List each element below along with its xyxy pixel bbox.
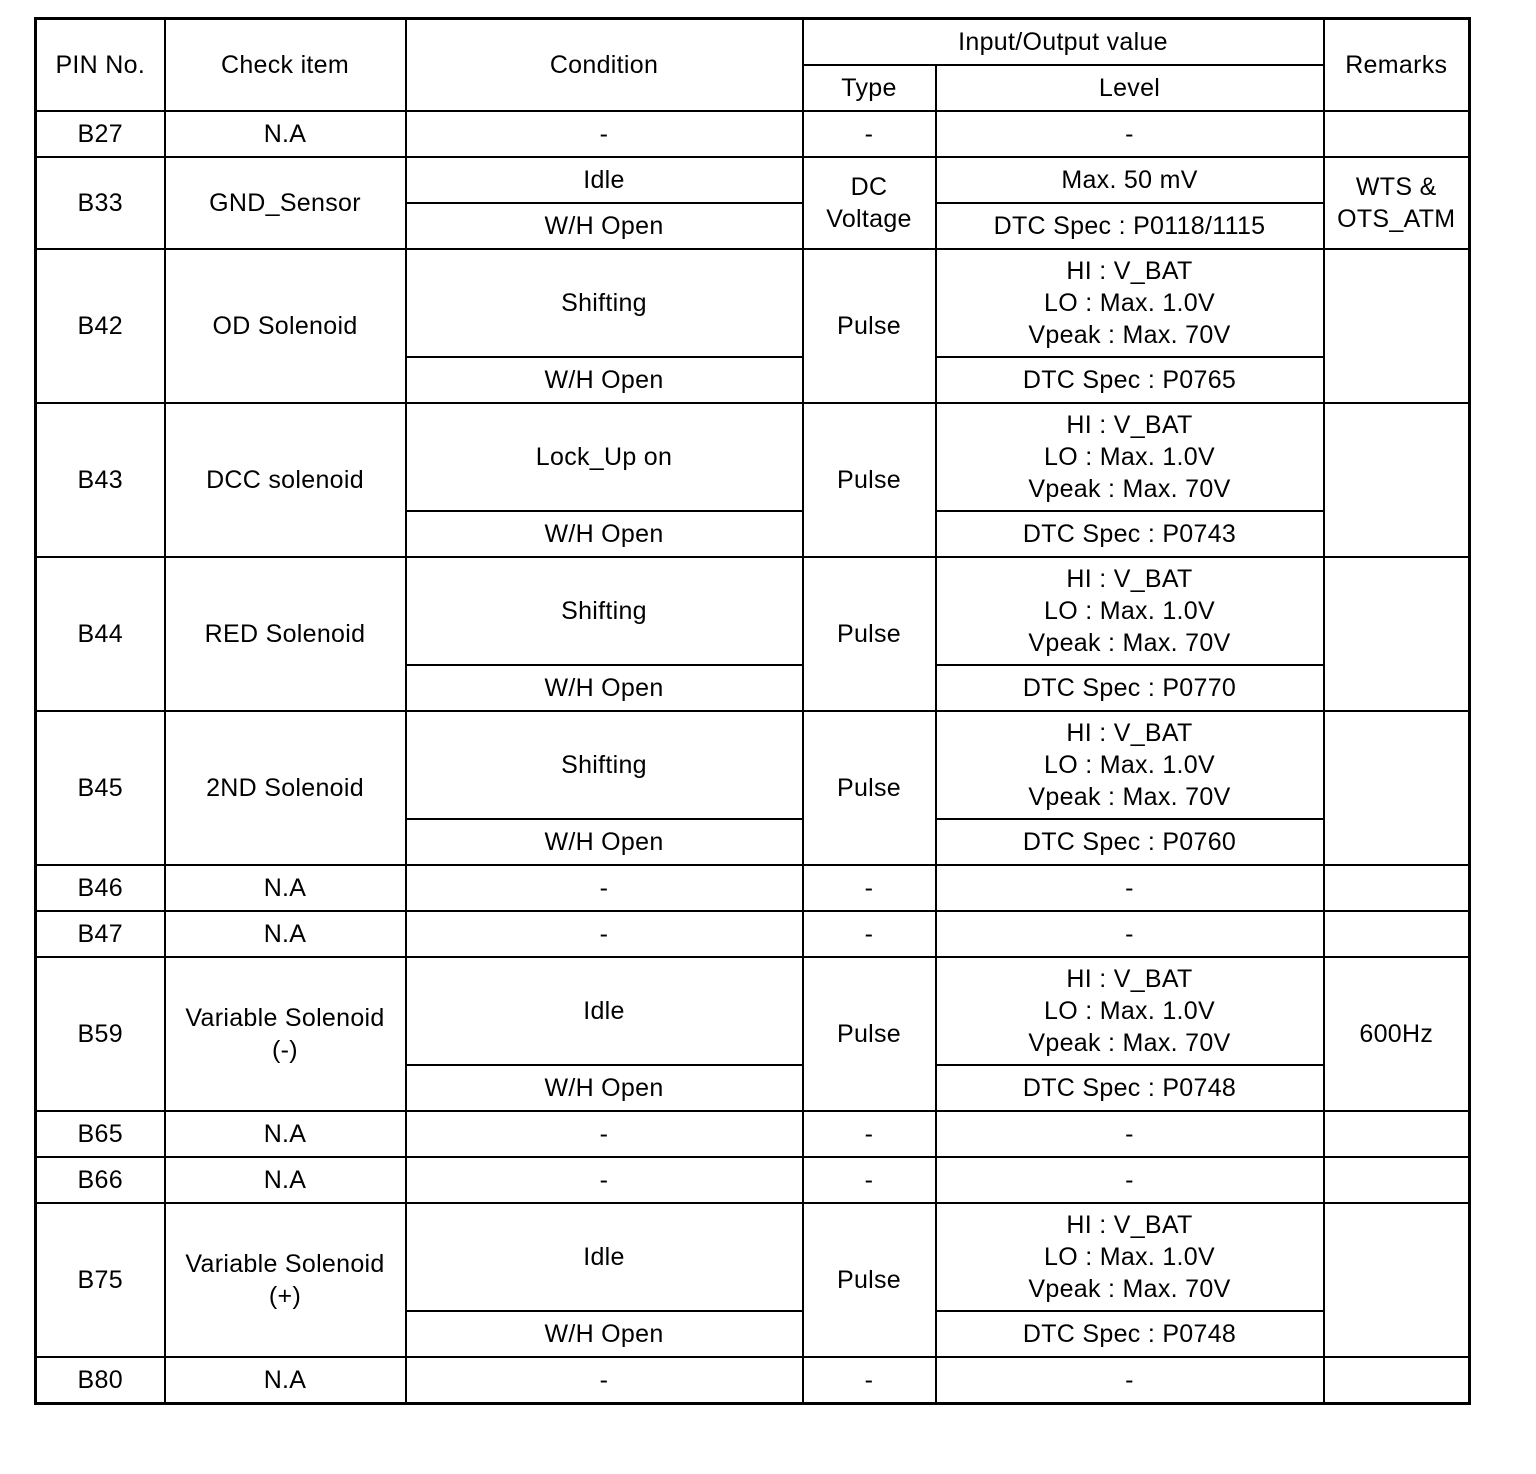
table-row [36,1157,1470,1203]
check-item-cell: DCC solenoid [165,403,406,557]
pin-cell: B59 [36,957,165,1111]
remarks-cell [1324,1157,1470,1203]
condition-cell: W/H Open [406,511,803,557]
condition-cell: Shifting [406,557,803,665]
remarks-cell [1324,1357,1470,1404]
header-io-value: Input/Output value [803,19,1324,66]
check-item-cell: Variable Solenoid (-) [165,957,406,1111]
check-item-cell: Variable Solenoid (+) [165,1203,406,1357]
type-cell: Pulse [803,711,936,865]
condition-cell: W/H Open [406,203,803,249]
pin-cell: B45 [36,711,165,865]
remarks-cell [1324,1203,1470,1357]
condition-cell: Idle [406,957,803,1065]
condition-cell: - [406,1157,803,1203]
header-remarks: Remarks [1324,19,1470,112]
level-cell: DTC Spec : P0770 [936,665,1324,711]
check-item-cell: GND_Sensor [165,157,406,249]
pin-cell: B80 [36,1357,165,1404]
header-condition: Condition [406,19,803,112]
condition-cell: Shifting [406,711,803,819]
condition-cell: W/H Open [406,357,803,403]
remarks-cell [1324,711,1470,865]
type-cell: Pulse [803,249,936,403]
type-cell: - [803,111,936,157]
pin-cell: B27 [36,111,165,157]
type-cell: - [803,1157,936,1203]
level-cell: - [936,1357,1324,1404]
check-item-cell: N.A [165,1111,406,1157]
condition-cell: Idle [406,157,803,203]
level-cell: - [936,1157,1324,1203]
table-row [36,111,1470,157]
level-cell: DTC Spec : P0765 [936,357,1324,403]
pin-cell: B75 [36,1203,165,1357]
level-cell: HI : V_BAT LO : Max. 1.0V Vpeak : Max. 70V [936,249,1324,357]
remarks-cell [1324,865,1470,911]
level-cell: Max. 50 mV [936,157,1324,203]
type-cell: Pulse [803,403,936,557]
check-item-cell: N.A [165,911,406,957]
table-row [36,1357,1470,1404]
type-cell: Pulse [803,957,936,1111]
table-row [36,865,1470,911]
table-row [36,1111,1470,1157]
type-cell: - [803,911,936,957]
level-cell: HI : V_BAT LO : Max. 1.0V Vpeak : Max. 70V [936,711,1324,819]
check-item-cell: OD Solenoid [165,249,406,403]
table-row [36,957,1470,1065]
table-row [36,249,1470,357]
check-item-cell: N.A [165,865,406,911]
level-cell: - [936,865,1324,911]
pin-cell: B47 [36,911,165,957]
remarks-cell [1324,111,1470,157]
remarks-cell [1324,249,1470,403]
condition-cell: W/H Open [406,665,803,711]
condition-cell: - [406,1111,803,1157]
level-cell: - [936,911,1324,957]
level-cell: HI : V_BAT LO : Max. 1.0V Vpeak : Max. 70V [936,403,1324,511]
condition-cell: - [406,865,803,911]
table-row [36,157,1470,203]
level-cell: DTC Spec : P0760 [936,819,1324,865]
header-check-item: Check item [165,19,406,112]
table-row [36,557,1470,665]
condition-cell: - [406,1357,803,1404]
remarks-cell [1324,911,1470,957]
table-row [36,403,1470,511]
type-cell: Pulse [803,557,936,711]
condition-cell: W/H Open [406,1311,803,1357]
condition-cell: W/H Open [406,1065,803,1111]
condition-cell: W/H Open [406,819,803,865]
remarks-cell [1324,403,1470,557]
pin-cell: B44 [36,557,165,711]
check-item-cell: 2ND Solenoid [165,711,406,865]
level-cell: HI : V_BAT LO : Max. 1.0V Vpeak : Max. 70V [936,1203,1324,1311]
check-item-cell: RED Solenoid [165,557,406,711]
remarks-cell [1324,557,1470,711]
condition-cell: Idle [406,1203,803,1311]
header-pin-no: PIN No. [36,19,165,112]
pin-cell: B42 [36,249,165,403]
header-level: Level [936,65,1324,111]
level-cell: DTC Spec : P0743 [936,511,1324,557]
remarks-cell: 600Hz [1324,957,1470,1111]
type-cell: - [803,1357,936,1404]
condition-cell: - [406,911,803,957]
pin-check-table [34,17,1471,1405]
level-cell: DTC Spec : P0748 [936,1065,1324,1111]
pin-cell: B66 [36,1157,165,1203]
check-item-cell: N.A [165,1357,406,1404]
table-row [36,1203,1470,1311]
remarks-cell: WTS & OTS_ATM [1324,157,1470,249]
header-type: Type [803,65,936,111]
type-cell: - [803,1111,936,1157]
table-body [36,111,1470,1404]
pin-cell: B43 [36,403,165,557]
pin-cell: B33 [36,157,165,249]
level-cell: - [936,111,1324,157]
pin-cell: B46 [36,865,165,911]
level-cell: HI : V_BAT LO : Max. 1.0V Vpeak : Max. 70V [936,557,1324,665]
level-cell: DTC Spec : P0118/1115 [936,203,1324,249]
level-cell: - [936,1111,1324,1157]
condition-cell: - [406,111,803,157]
type-cell: Pulse [803,1203,936,1357]
remarks-cell [1324,1111,1470,1157]
pin-cell: B65 [36,1111,165,1157]
table-row [36,911,1470,957]
level-cell: HI : V_BAT LO : Max. 1.0V Vpeak : Max. 70V [936,957,1324,1065]
type-cell: DC Voltage [803,157,936,249]
check-item-cell: N.A [165,1157,406,1203]
table-header [36,19,1470,112]
table-row [36,711,1470,819]
condition-cell: Shifting [406,249,803,357]
check-item-cell: N.A [165,111,406,157]
type-cell: - [803,865,936,911]
level-cell: DTC Spec : P0748 [936,1311,1324,1357]
condition-cell: Lock_Up on [406,403,803,511]
